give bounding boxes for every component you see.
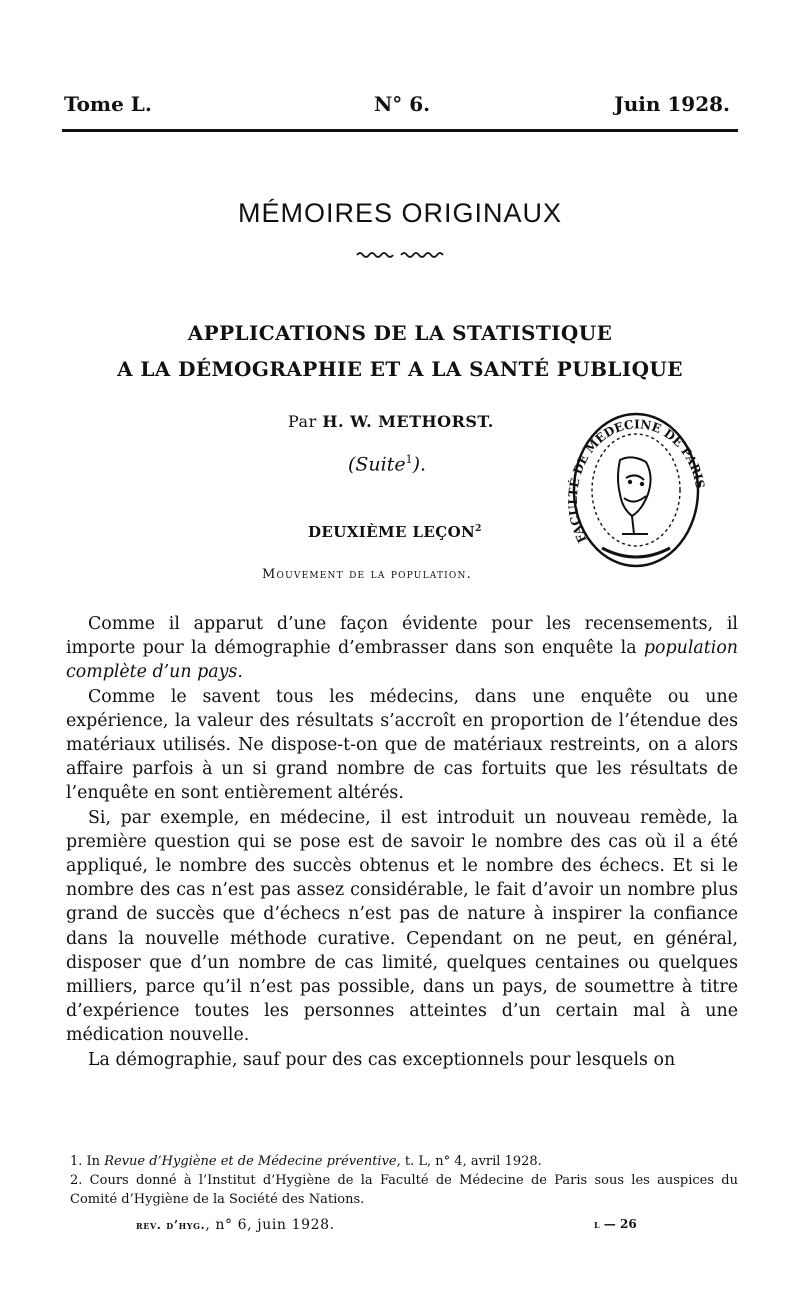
footnote-1-journal: Revue d’Hygiène et de Médecine préventive [104, 1154, 397, 1169]
lesson-subtitle: Mouvement de la population. [262, 567, 472, 582]
page-footer [0, 1217, 800, 1239]
suite-close: ). [412, 453, 427, 476]
footer-citation [136, 1217, 335, 1233]
header-rule [62, 129, 738, 132]
paragraph-2: Comme le savent tous les médecins, dans une enquête ou une expérience, la valeur des résultats s’accroît en proportion de l’étendue des matériaux utilisés. Ne dispose-t-on que de matériaux restreints, on a alors affaire parfois à un si grand nombre de cas fortuits que les résultats de l’enquête en sont entièrement altérés. [66, 686, 738, 804]
footnote-1 [70, 1152, 738, 1171]
header-number: N° 6. [374, 92, 431, 116]
paragraph-3: Si, par exemple, en médecine, il est introduit un nouveau remède, la première question qui se pose est de savoir le nombre des cas où il a été appliqué, le nombre des succès obtenus et le nombre des échecs. Et si le nombre des cas n’est pas assez considérable, le fait d’avoir un nombre plus grand de succès que d’échecs n’est pas de nature à inspirer la confiance dans la nouvelle méthode curative. Cependant on ne peut, en général, disposer que d’un nombre de cas limité, quelques centaines ou quelques milliers, parce qu’il n’est pas possible, dans un pays, de soumettre à titre d’expérience toutes les personnes atteintes d’un certain mal à une médication nouvelle. [66, 807, 738, 1046]
paragraph-1 [66, 612, 738, 685]
svg-text:FACULTÉ DE MÉDECINE DE PARIS [566, 417, 707, 545]
body-text [66, 612, 738, 1072]
author-prefix: Par [288, 412, 317, 431]
author-line [288, 412, 494, 431]
lesson-footnote-ref: 2 [475, 524, 482, 534]
suite-footnote-ref: 1 [405, 453, 413, 466]
lesson-title: DEUXIÈME LEÇON [308, 523, 476, 541]
article-title-line2: A LA DÉMOGRAPHIE ET A LA SANTÉ PUBLIQUE [117, 357, 683, 381]
article-title-line1: APPLICATIONS DE LA STATISTIQUE [187, 321, 613, 345]
footnote-2: 2. Cours donné à l’Institut d’Hygiène de la Faculté de Médecine de Paris sous les auspices du Comité d’Hygiène de la Société des Nations. [70, 1173, 738, 1207]
paragraph-1-text: Comme il apparut d’une façon évidente pour les recensements, il importe pour la démographie d’embrasser dans son enquête la [66, 614, 738, 659]
lesson-heading [308, 523, 482, 541]
ornament-squiggle [355, 249, 445, 259]
footer-signature: l — 26 [594, 1217, 637, 1231]
library-stamp [562, 398, 710, 576]
footer-issue: , n° 6, juin 1928. [205, 1217, 335, 1233]
suite-label [348, 453, 426, 475]
footnote-1-suffix: , t. L, n° 4, avril 1928. [396, 1154, 542, 1169]
section-title: MÉMOIRES ORIGINAUX [237, 198, 563, 228]
author-name: H. W. METHORST. [322, 412, 494, 431]
running-header [62, 92, 736, 122]
footer-journal: rev. d’hyg. [136, 1218, 206, 1232]
paragraph-4: La démographie, sauf pour des cas exceptionnels pour lesquels on [88, 1049, 676, 1070]
suite-text: (Suite [348, 453, 406, 476]
header-date: Juin 1928. [614, 92, 730, 116]
paragraph-1-emphasis: population complète d’un pays. [66, 638, 738, 683]
header-tome: Tome L. [64, 92, 152, 116]
footnote-1-prefix: 1. In [70, 1154, 105, 1169]
stamp-text: FACULTÉ DE MÉDECINE DE PARIS [565, 417, 708, 546]
